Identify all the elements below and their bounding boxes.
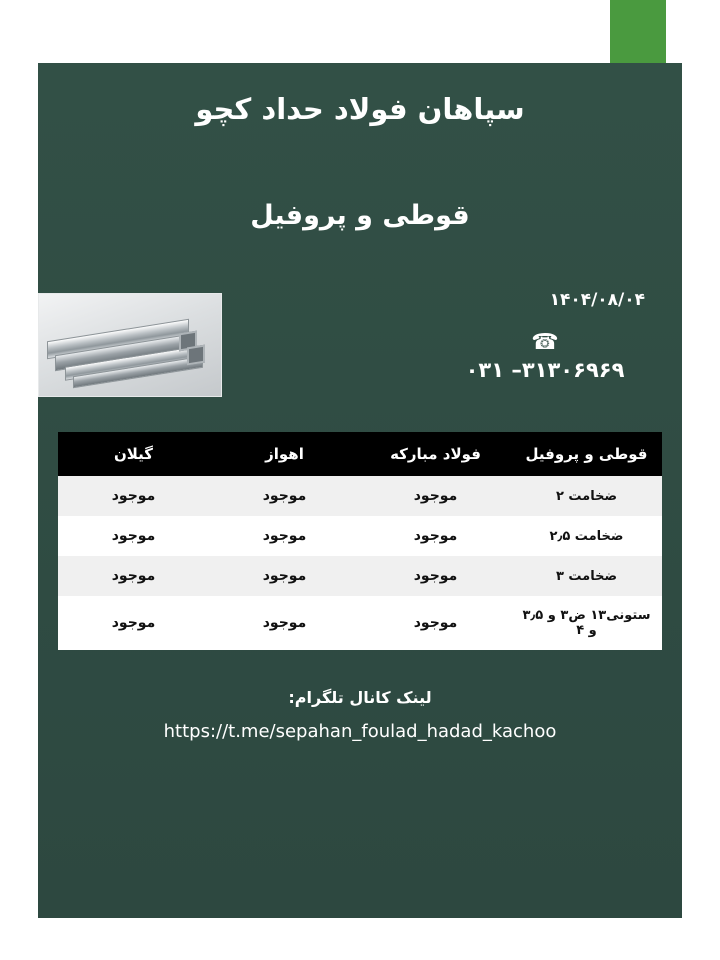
cell-status: موجود <box>58 476 209 516</box>
column-header: اهواز <box>209 432 360 476</box>
footer <box>38 688 682 742</box>
phone-row <box>445 332 645 382</box>
phone-number: ۰۳۱ –۳۱۳۰۶۹۶۹ <box>465 358 625 382</box>
table-row <box>58 476 662 516</box>
cell-product: ضخامت ۳ <box>511 556 662 596</box>
table-row <box>58 596 662 650</box>
table-row <box>58 516 662 556</box>
cell-product: ستونی۱۳ ض۳ و ۳٫۵ و ۴ <box>511 596 662 650</box>
product-photo <box>38 293 222 397</box>
cell-status: موجود <box>58 596 209 650</box>
telegram-channel-link[interactable]: https://t.me/sepahan_foulad_hadad_kachoo <box>163 721 557 742</box>
cell-status: موجود <box>209 556 360 596</box>
column-header: گیلان <box>58 432 209 476</box>
product-title: قوطی و پروفیل <box>250 200 470 231</box>
cell-status: موجود <box>58 556 209 596</box>
cell-status: موجود <box>360 516 511 556</box>
cell-status: موجود <box>209 596 360 650</box>
availability-table <box>58 432 662 650</box>
page-title: سپاهان فولاد حداد کچو <box>195 92 525 126</box>
steel-bar-end-2 <box>187 345 205 366</box>
column-header: فولاد مبارکه <box>360 432 511 476</box>
cell-status: موجود <box>58 516 209 556</box>
telegram-label: لینک کانال تلگرام: <box>288 688 432 707</box>
meta-block <box>395 290 645 382</box>
cell-status: موجود <box>360 596 511 650</box>
cell-status: موجود <box>209 516 360 556</box>
cell-product: ضخامت ۲٫۵ <box>511 516 662 556</box>
date-label: ۱۴۰۴/۰۸/۰۴ <box>549 290 645 310</box>
cell-status: موجود <box>360 556 511 596</box>
availability-table-wrap <box>58 432 662 650</box>
cell-status: موجود <box>209 476 360 516</box>
phone-icon: ☎ <box>531 330 559 355</box>
column-header: قوطی و پروفیل <box>511 432 662 476</box>
cell-status: موجود <box>360 476 511 516</box>
table-header-row <box>58 432 662 476</box>
table-row <box>58 556 662 596</box>
cell-product: ضخامت ۲ <box>511 476 662 516</box>
